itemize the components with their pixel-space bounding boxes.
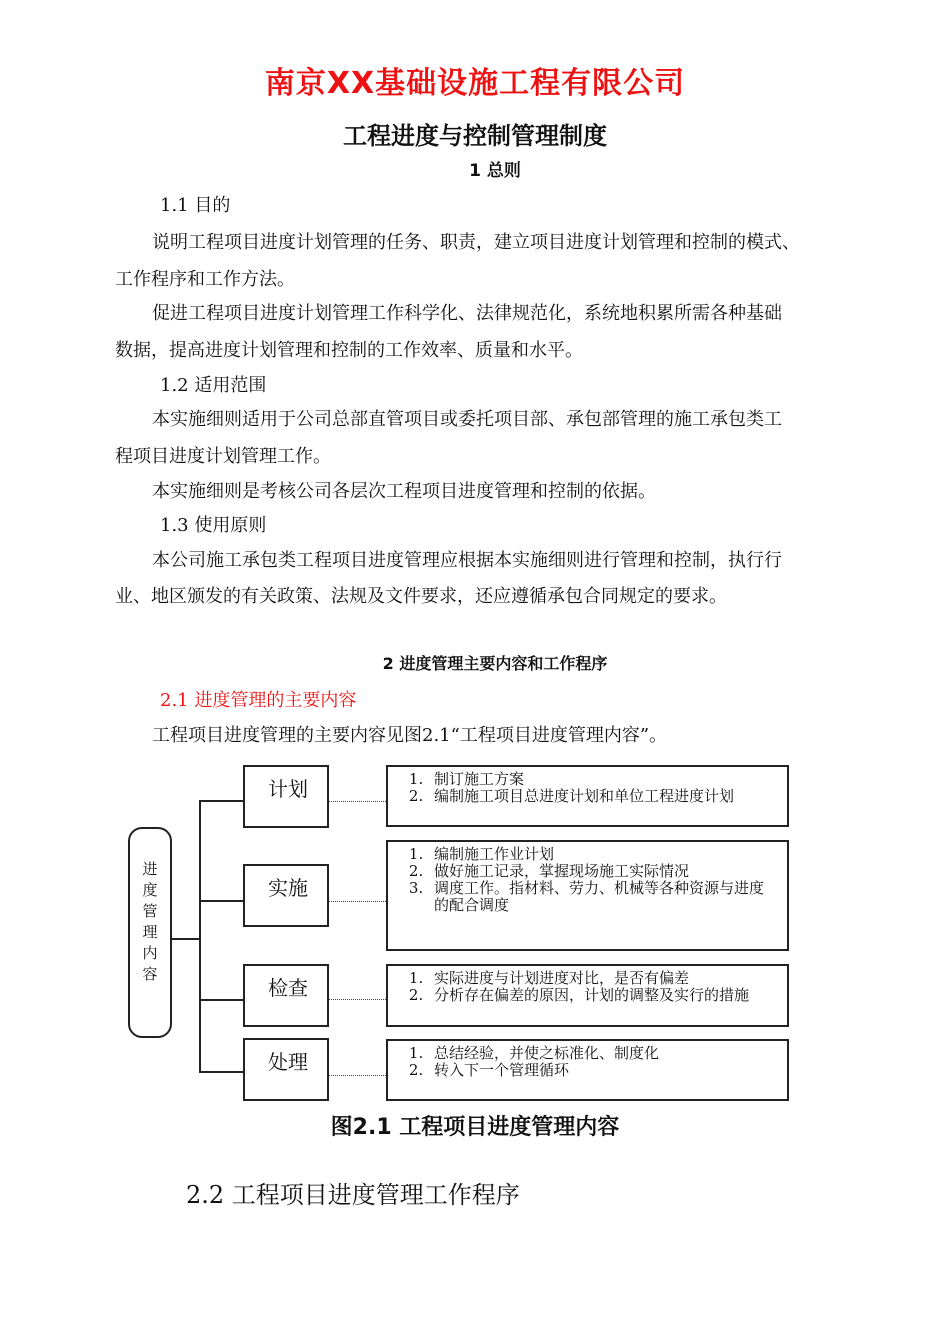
detail-box-check [386,964,789,1027]
paragraph: 工作程序和工作方法。 [115,269,295,290]
connector-line [199,999,243,1001]
paragraph: 程项目进度计划管理工作。 [115,446,331,467]
detail-item: 2. 做好施工记录，掌握现场施工实际情况 [428,863,787,880]
paragraph: 业、地区颁发的有关政策、法规及文件要求，还应遵循承包合同规定的要求。 [115,586,727,607]
stage-box-check [243,964,329,1027]
detail-item: 3. 调度工作。指材料、劳力、机械等各种资源与进度的配合调度 [428,880,774,914]
detail-box-implement [386,840,789,951]
detail-item: 2. 转入下一个管理循环 [428,1062,787,1079]
paragraph: 数据，提高进度计划管理和控制的工作效率、质量和水平。 [115,340,583,361]
paragraph: 促进工程项目进度计划管理工作科学化、法律规范化，系统地积累所需各种基础 [152,303,782,324]
subsection-2-1-heading: 2.1 进度管理的主要内容 [160,690,357,711]
diagram-root-label: 进 度 管 理 内 容 [142,860,158,983]
figure-caption: 图2.1 工程项目进度管理内容 [330,1115,620,1140]
stage-label: 计划 [268,777,308,801]
detail-item: 1. 制订施工方案 [428,771,787,788]
connector-line [172,938,200,940]
section-1-heading: 1 总则 [469,161,521,181]
stage-box-act [243,1038,329,1101]
dotted-connector [329,1075,386,1076]
paragraph: 本实施细则是考核公司各层次工程项目进度管理和控制的依据。 [152,481,656,502]
stage-box-implement [243,864,329,927]
section-2-heading: 2 进度管理主要内容和工作程序 [382,654,608,673]
subsection-2-2-heading: 2.2 工程项目进度管理工作程序 [186,1181,520,1209]
detail-item: 2. 编制施工项目总进度计划和单位工程进度计划 [428,788,787,805]
connector-line [199,800,201,1072]
stage-label: 处理 [268,1050,308,1074]
connector-line [199,900,243,902]
company-name: 南京XX基础设施工程有限公司 [264,66,686,101]
paragraph: 本公司施工承包类工程项目进度管理应根据本实施细则进行管理和控制，执行行 [152,550,782,571]
document-title: 工程进度与控制管理制度 [343,122,607,150]
detail-item: 1. 总结经验，并使之标准化、制度化 [428,1045,787,1062]
paragraph: 说明工程项目进度计划管理的任务、职责，建立项目进度计划管理和控制的模式、 [152,232,800,253]
subsection-1-3-heading: 1.3 使用原则 [160,515,267,536]
dotted-connector [329,901,386,902]
connector-line [199,1071,243,1073]
stage-box-plan [243,765,329,828]
dotted-connector [329,801,386,802]
detail-item: 1. 编制施工作业计划 [428,846,787,863]
subsection-1-1-heading: 1.1 目的 [160,195,231,216]
diagram-root-box [128,827,172,1038]
detail-item: 2. 分析存在偏差的原因，计划的调整及实行的措施 [428,987,784,1004]
paragraph: 工程项目进度管理的主要内容见图2.1“工程项目进度管理内容”。 [152,725,668,746]
detail-item: 1. 实际进度与计划进度对比，是否有偏差 [428,970,787,987]
dotted-connector [329,999,386,1000]
stage-label: 检查 [268,976,308,1000]
detail-box-plan [386,765,789,827]
stage-label: 实施 [268,876,308,900]
paragraph: 本实施细则适用于公司总部直管项目或委托项目部、承包部管理的施工承包类工 [152,409,782,430]
detail-box-act [386,1039,789,1101]
subsection-1-2-heading: 1.2 适用范围 [160,375,267,396]
connector-line [199,800,243,802]
